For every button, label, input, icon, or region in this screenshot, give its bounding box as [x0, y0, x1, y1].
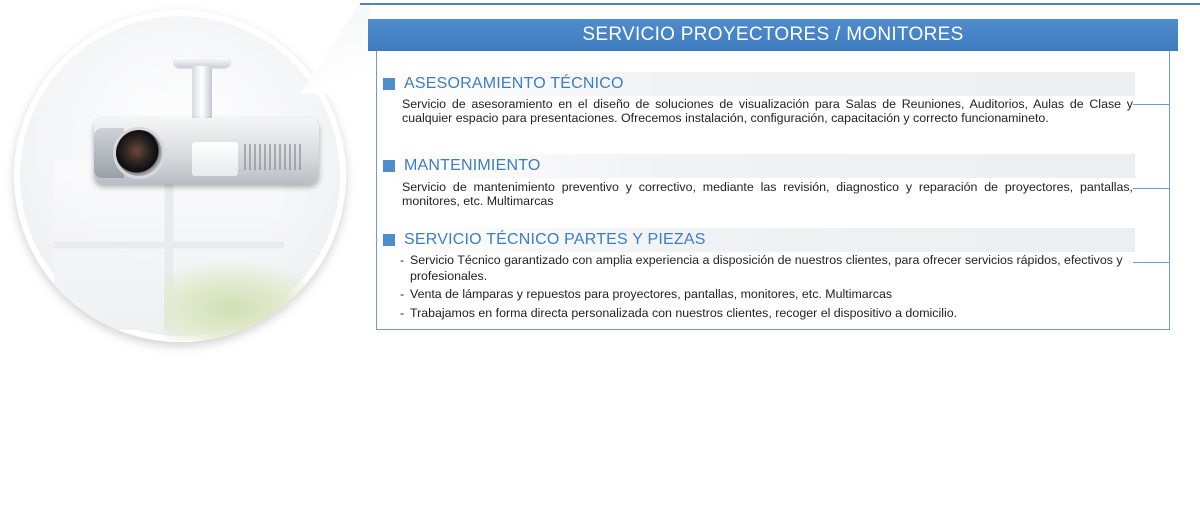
plants-background [164, 260, 334, 340]
service-list [400, 253, 1140, 324]
section-heading-servicio-tecnico [380, 228, 1135, 252]
projector-image-circle [14, 10, 346, 342]
section-heading-mantenimiento [380, 154, 1135, 178]
projector-photo [14, 10, 346, 342]
section-text-mantenimiento: Servicio de mantenimiento preventivo y correctivo, mediante las revisión, diagnostico y reparación de proyectores, pantallas, monitores, etc. Multimarcas [402, 180, 1133, 208]
section-title: SERVICIO TÉCNICO PARTES Y PIEZAS [404, 231, 706, 248]
projector-body [94, 118, 319, 184]
list-item: - Trabajamos en forma directa personalizada con nuestros clientes, recoger el dispositivo a domicilio. [400, 305, 958, 320]
page-title: SERVICIO PROYECTORES / MONITORES [582, 24, 964, 45]
side-connector-line [1133, 104, 1169, 105]
list-item: - Servicio Técnico garantizado con amplia experiencia a disposición de nuestros clientes, para ofrecer servicios rápidos, efectivos y profesionales. [400, 253, 1123, 283]
list-item: - Venta de lámparas y repuestos para proyectores, pantallas, monitores, etc. Multimarcas [400, 287, 893, 301]
section-heading-asesoramiento [380, 72, 1135, 96]
square-bullet-icon [383, 160, 395, 172]
square-bullet-icon [383, 234, 395, 246]
projector-vent [244, 144, 304, 170]
projector-lens [116, 130, 162, 176]
square-bullet-icon [383, 78, 395, 90]
top-divider [360, 3, 1200, 5]
section-title: ASESORAMIENTO TÉCNICO [404, 75, 624, 92]
section-text-asesoramiento: Servicio de asesoramiento en el diseño de soluciones de visualización para Salas de Reuniones, Auditorios, Aulas de Clase y cualquier espacio para presentaciones. Ofrecemos instalación, configuración, capacitación y correcto funcionamineto. [402, 97, 1133, 125]
section-title: MANTENIMIENTO [404, 157, 541, 174]
side-connector-line [1133, 188, 1169, 189]
title-bar [368, 19, 1178, 51]
